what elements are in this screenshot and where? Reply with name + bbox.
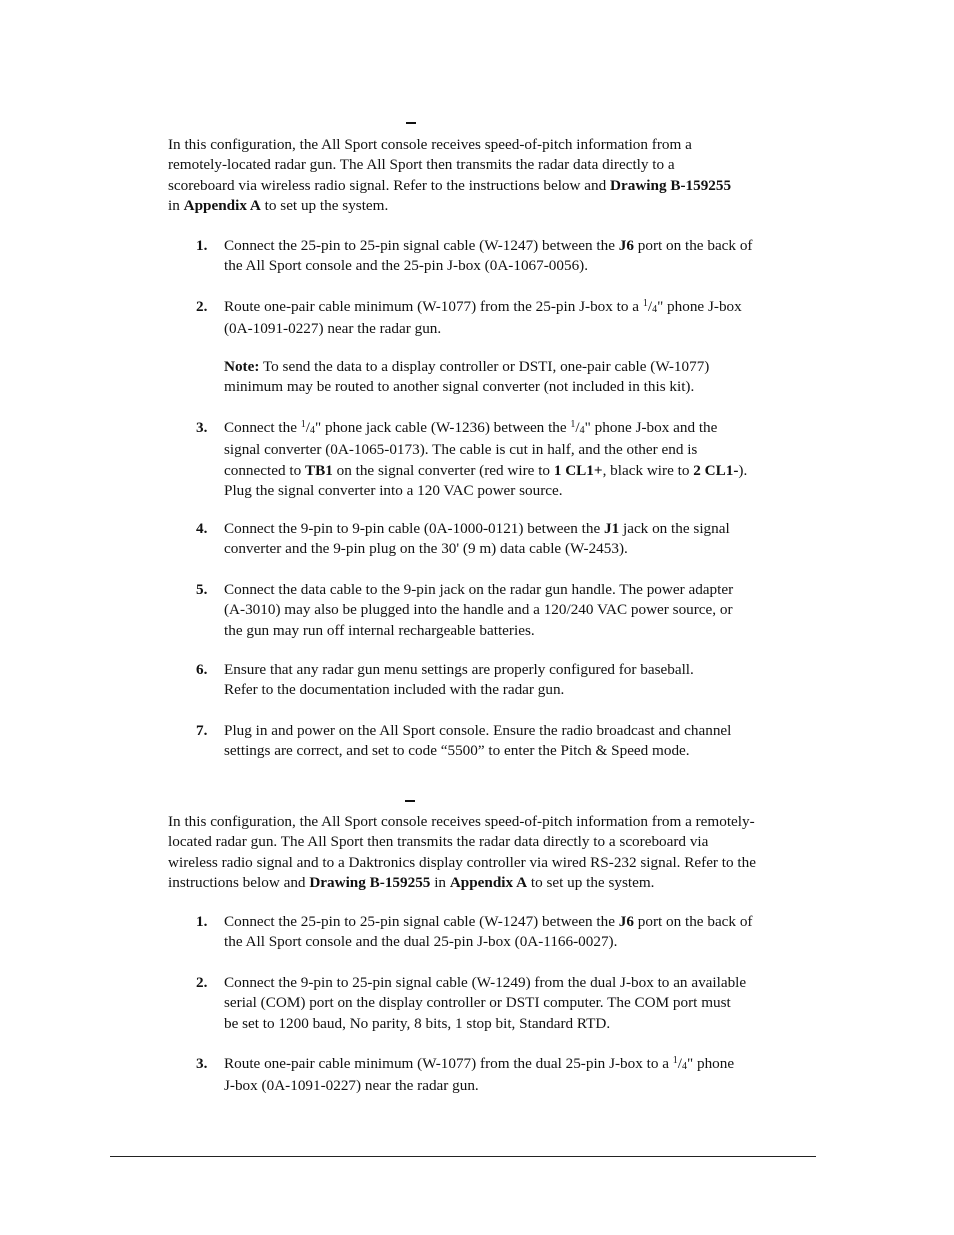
intro-line: in bbox=[168, 196, 184, 214]
step-line: the All Sport console and the dual 25-pin J-box (0A-1166-0027). bbox=[224, 933, 618, 951]
port-label: J6 bbox=[618, 237, 634, 254]
fraction-denominator: 4 bbox=[579, 425, 585, 436]
step-line: signal converter (0A-1065-0173). The cable is cut in half, and the other end is bbox=[224, 441, 698, 459]
fraction-denominator: 4 bbox=[652, 304, 658, 315]
step-line: (0A-1091-0227) near the radar gun. bbox=[224, 320, 442, 338]
note-line: To send the data to a display controller or DSTI, one-pair cable (W-1077) bbox=[259, 358, 710, 375]
step-line: (A-3010) may also be plugged into the handle and a 120/240 VAC power source, or bbox=[224, 601, 733, 619]
intro-line: to set up the system. bbox=[260, 196, 389, 214]
step-line: the gun may run off internal rechargeable batteries. bbox=[224, 621, 535, 639]
note-line: minimum may be routed to another signal converter (not included in this kit). bbox=[224, 378, 695, 396]
note-label: Note: bbox=[224, 358, 260, 375]
appendix-ref: Appendix A bbox=[183, 196, 261, 214]
step-text bbox=[224, 1054, 824, 1097]
step-line: Plug in and power on the All Sport console. Ensure the radio broadcast and channel bbox=[224, 722, 732, 739]
step-number: 4. bbox=[196, 520, 208, 537]
intro-line: In this configuration, the All Sport console receives speed-of-pitch information from a bbox=[168, 136, 692, 153]
intro-line: located radar gun. The All Sport then transmits the radar data directly to a scoreboard via bbox=[168, 833, 709, 851]
step-line: jack on the signal bbox=[619, 520, 730, 537]
step-line: " phone J-box and the bbox=[584, 419, 718, 436]
fraction-slash: / bbox=[677, 1055, 682, 1072]
step-number: 3. bbox=[196, 1055, 208, 1072]
intro-line: instructions below and bbox=[168, 873, 310, 891]
step-line: J-box (0A-1091-0227) near the radar gun. bbox=[224, 1077, 479, 1095]
intro-line: remotely-located radar gun. The All Sport then transmits the radar data directly to a bbox=[168, 156, 675, 174]
step-line: Connect the bbox=[224, 419, 301, 436]
step-line: Connect the data cable to the 9-pin jack on the radar gun handle. The power adapter bbox=[224, 581, 734, 598]
section2-intro bbox=[168, 812, 756, 893]
section1-intro bbox=[168, 135, 731, 216]
step-number: 6. bbox=[196, 661, 208, 678]
step-line: , black wire to bbox=[602, 461, 694, 479]
step-text bbox=[224, 236, 824, 277]
fraction-slash: / bbox=[575, 419, 580, 436]
section2-heading-mark bbox=[405, 800, 415, 802]
step-line: Route one-pair cable minimum (W-1077) from the dual 25-pin J-box to a bbox=[224, 1055, 673, 1072]
section1-note bbox=[224, 357, 824, 398]
step-number: 7. bbox=[196, 722, 208, 739]
step-line: " phone jack cable (W-1236) between the bbox=[315, 419, 571, 436]
terminal-label: 1 CL1+ bbox=[553, 461, 603, 479]
step-text bbox=[224, 418, 824, 501]
intro-line: In this configuration, the All Sport console receives speed-of-pitch information from a remotely- bbox=[168, 813, 755, 830]
intro-line: to set up the system. bbox=[527, 873, 655, 891]
step-line: port on the back of bbox=[633, 913, 753, 930]
step-line: Connect the 25-pin to 25-pin signal cable (W-1247) between the bbox=[224, 913, 619, 930]
footer-rule bbox=[110, 1156, 816, 1157]
step-text bbox=[224, 912, 824, 953]
step-line: converter and the 9-pin plug on the 30' (9 m) data cable (W-2453). bbox=[224, 540, 628, 558]
step-line: Connect the 25-pin to 25-pin signal cable (W-1247) between the bbox=[224, 237, 619, 254]
intro-line: wireless radio signal and to a Daktronics display controller via wired RS-232 signal. Refer to the bbox=[168, 853, 756, 871]
step-line: Plug the signal converter into a 120 VAC power source. bbox=[224, 481, 563, 499]
step-line: Connect the 9-pin to 25-pin signal cable (W-1249) from the dual J-box to an available bbox=[224, 974, 747, 991]
fraction-slash: / bbox=[305, 419, 310, 436]
terminal-label: TB1 bbox=[304, 461, 333, 479]
step-line: settings are correct, and set to code “5500” to enter the Pitch & Speed mode. bbox=[224, 742, 690, 760]
step-text bbox=[224, 580, 824, 641]
step-line: connected to bbox=[224, 461, 305, 479]
fraction-numerator: 1 bbox=[570, 419, 576, 430]
step-line: Route one-pair cable minimum (W-1077) from the 25-pin J-box to a bbox=[224, 298, 643, 315]
step-text bbox=[224, 519, 824, 560]
step-line: be set to 1200 baud, No parity, 8 bits, 1 stop bit, Standard RTD. bbox=[224, 1014, 611, 1032]
step-line: " phone J-box bbox=[657, 298, 742, 315]
step-text bbox=[224, 660, 824, 701]
port-label: J6 bbox=[618, 913, 634, 930]
step-text bbox=[224, 973, 824, 1034]
drawing-ref: Drawing B-159255 bbox=[610, 176, 732, 194]
step-number: 1. bbox=[196, 913, 208, 930]
step-number: 2. bbox=[196, 974, 208, 991]
intro-line: in bbox=[430, 873, 450, 891]
step-line: ). bbox=[738, 461, 748, 479]
step-line: port on the back of bbox=[633, 237, 753, 254]
step-line: Refer to the documentation included with the radar gun. bbox=[224, 681, 565, 699]
step-line: on the signal converter (red wire to bbox=[332, 461, 554, 479]
section1-heading-mark bbox=[406, 122, 416, 124]
fraction-numerator: 1 bbox=[642, 298, 648, 309]
step-line: Connect the 9-pin to 9-pin cable (0A-1000-0121) between the bbox=[224, 520, 604, 537]
step-number: 3. bbox=[196, 419, 208, 436]
step-line: serial (COM) port on the display controller or DSTI computer. The COM port must bbox=[224, 994, 731, 1012]
appendix-ref: Appendix A bbox=[449, 873, 528, 891]
intro-line: scoreboard via wireless radio signal. Refer to the instructions below and bbox=[168, 176, 611, 194]
step-number: 5. bbox=[196, 581, 208, 598]
step-text bbox=[224, 297, 824, 340]
step-line: the All Sport console and the 25-pin J-box (0A-1067-0056). bbox=[224, 257, 589, 275]
step-text bbox=[224, 721, 824, 762]
drawing-ref: Drawing B-159255 bbox=[309, 873, 431, 891]
terminal-label: 2 CL1- bbox=[693, 461, 739, 479]
step-line: " phone bbox=[687, 1055, 735, 1072]
fraction-numerator: 1 bbox=[300, 419, 306, 430]
fraction-denominator: 4 bbox=[682, 1061, 687, 1072]
fraction-denominator: 4 bbox=[310, 425, 315, 436]
step-number: 1. bbox=[196, 237, 208, 254]
fraction-slash: / bbox=[647, 298, 653, 315]
port-label: J1 bbox=[604, 520, 620, 537]
fraction-numerator: 1 bbox=[672, 1055, 678, 1066]
step-line: Ensure that any radar gun menu settings are properly configured for baseball. bbox=[224, 661, 694, 678]
step-number: 2. bbox=[196, 298, 208, 315]
